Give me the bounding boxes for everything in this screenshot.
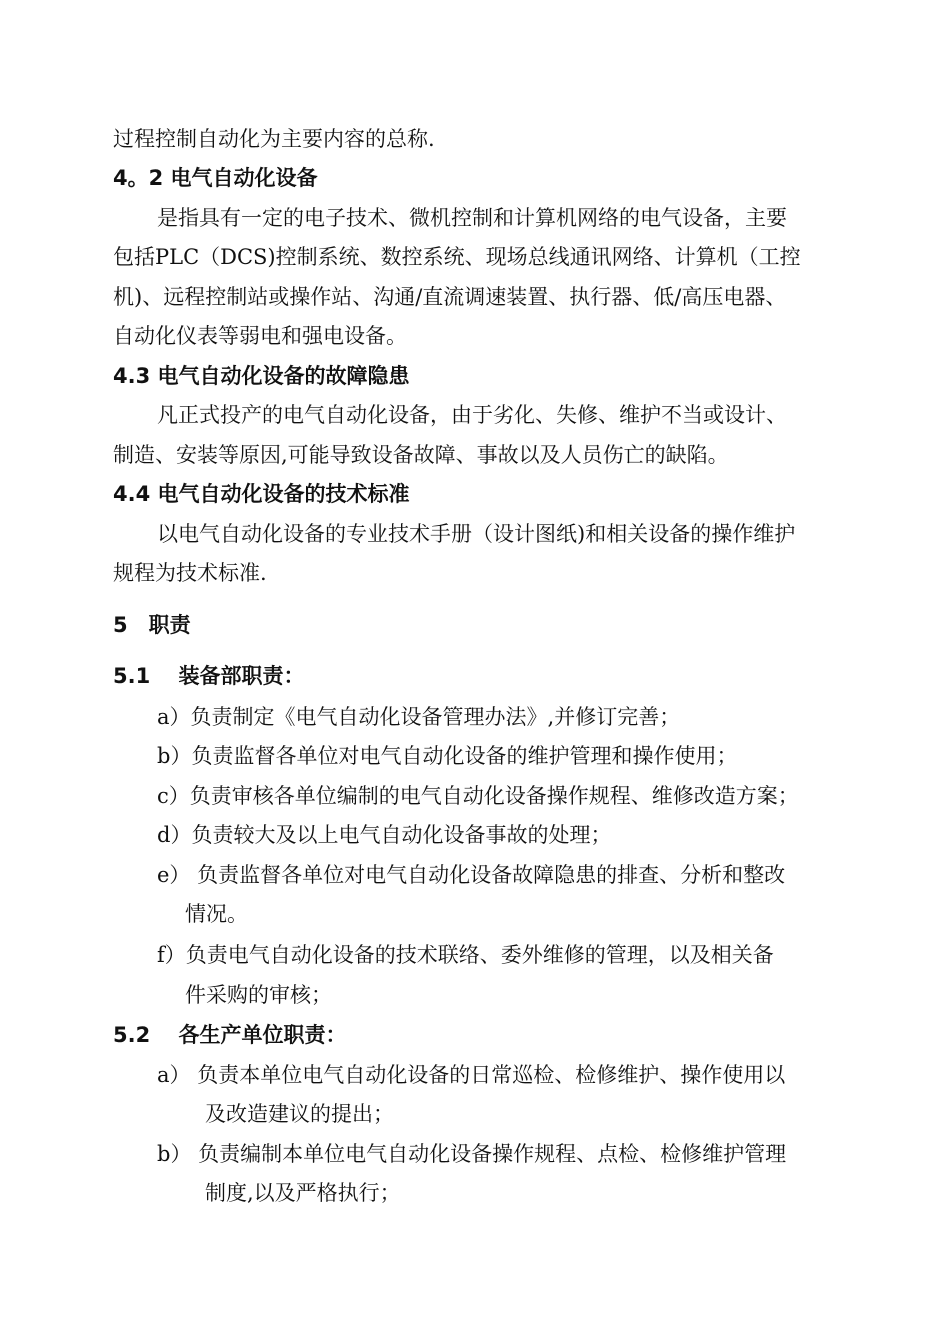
section-heading-4-3: 4.3 电气自动化设备的故障隐患 — [113, 364, 410, 388]
list-item: b）负责监督各单位对电气自动化设备的维护管理和操作使用； — [157, 744, 738, 768]
section-heading-4-4: 4.4 电气自动化设备的技术标准 — [113, 482, 410, 506]
list-item: f）负责电气自动化设备的技术联络、委外维修的管理，以及相关备 — [157, 943, 774, 967]
paragraph-line: 过程控制自动化为主要内容的总称. — [113, 127, 435, 151]
list-item: c）负责审核各单位编制的电气自动化设备操作规程、维修改造方案； — [157, 784, 799, 808]
section-heading-5: 5 职责 — [113, 613, 191, 637]
list-item: e） 负责监督各单位对电气自动化设备故障隐患的排查、分析和整改 — [157, 863, 786, 887]
paragraph-line: 以电气自动化设备的专业技术手册（设计图纸)和相关设备的操作维护 — [157, 522, 796, 546]
paragraph-line: 机)、远程控制站或操作站、沟通/直流调速装置、执行器、低/高压电器、 — [113, 285, 787, 309]
paragraph-line: 包括PLC（DCS)控制系统、数控系统、现场总线通讯网络、计算机（工控 — [113, 245, 801, 269]
section-heading-5-1: 5.1 装备部职责： — [113, 664, 305, 688]
paragraph-line: 凡正式投产的电气自动化设备，由于劣化、失修、维护不当或设计、 — [157, 403, 787, 427]
section-heading-4-2: 4。2 电气自动化设备 — [113, 166, 318, 190]
list-item: b） 负责编制本单位电气自动化设备操作规程、点检、检修维护管理 — [157, 1142, 787, 1166]
list-item-continuation: 件采购的审核； — [185, 983, 332, 1007]
paragraph-line: 规程为技术标准. — [113, 561, 267, 585]
list-item: a）负责制定《电气自动化设备管理办法》,并修订完善； — [157, 705, 681, 729]
list-item-continuation: 及改造建议的提出； — [205, 1102, 394, 1126]
list-item: d）负责较大及以上电气自动化设备事故的处理； — [157, 823, 612, 847]
list-item-continuation: 情况。 — [185, 902, 248, 926]
paragraph-line: 制造、安装等原因,可能导致设备故障、事故以及人员伤亡的缺陷。 — [113, 443, 729, 467]
paragraph-line: 自动化仪表等弱电和强电设备。 — [113, 324, 407, 348]
list-item-continuation: 制度,以及严格执行； — [205, 1181, 401, 1205]
section-heading-5-2: 5.2 各生产单位职责： — [113, 1023, 347, 1047]
paragraph-line: 是指具有一定的电子技术、微机控制和计算机网络的电气设备，主要 — [157, 206, 787, 230]
list-item: a） 负责本单位电气自动化设备的日常巡检、检修维护、操作使用以 — [157, 1063, 786, 1087]
